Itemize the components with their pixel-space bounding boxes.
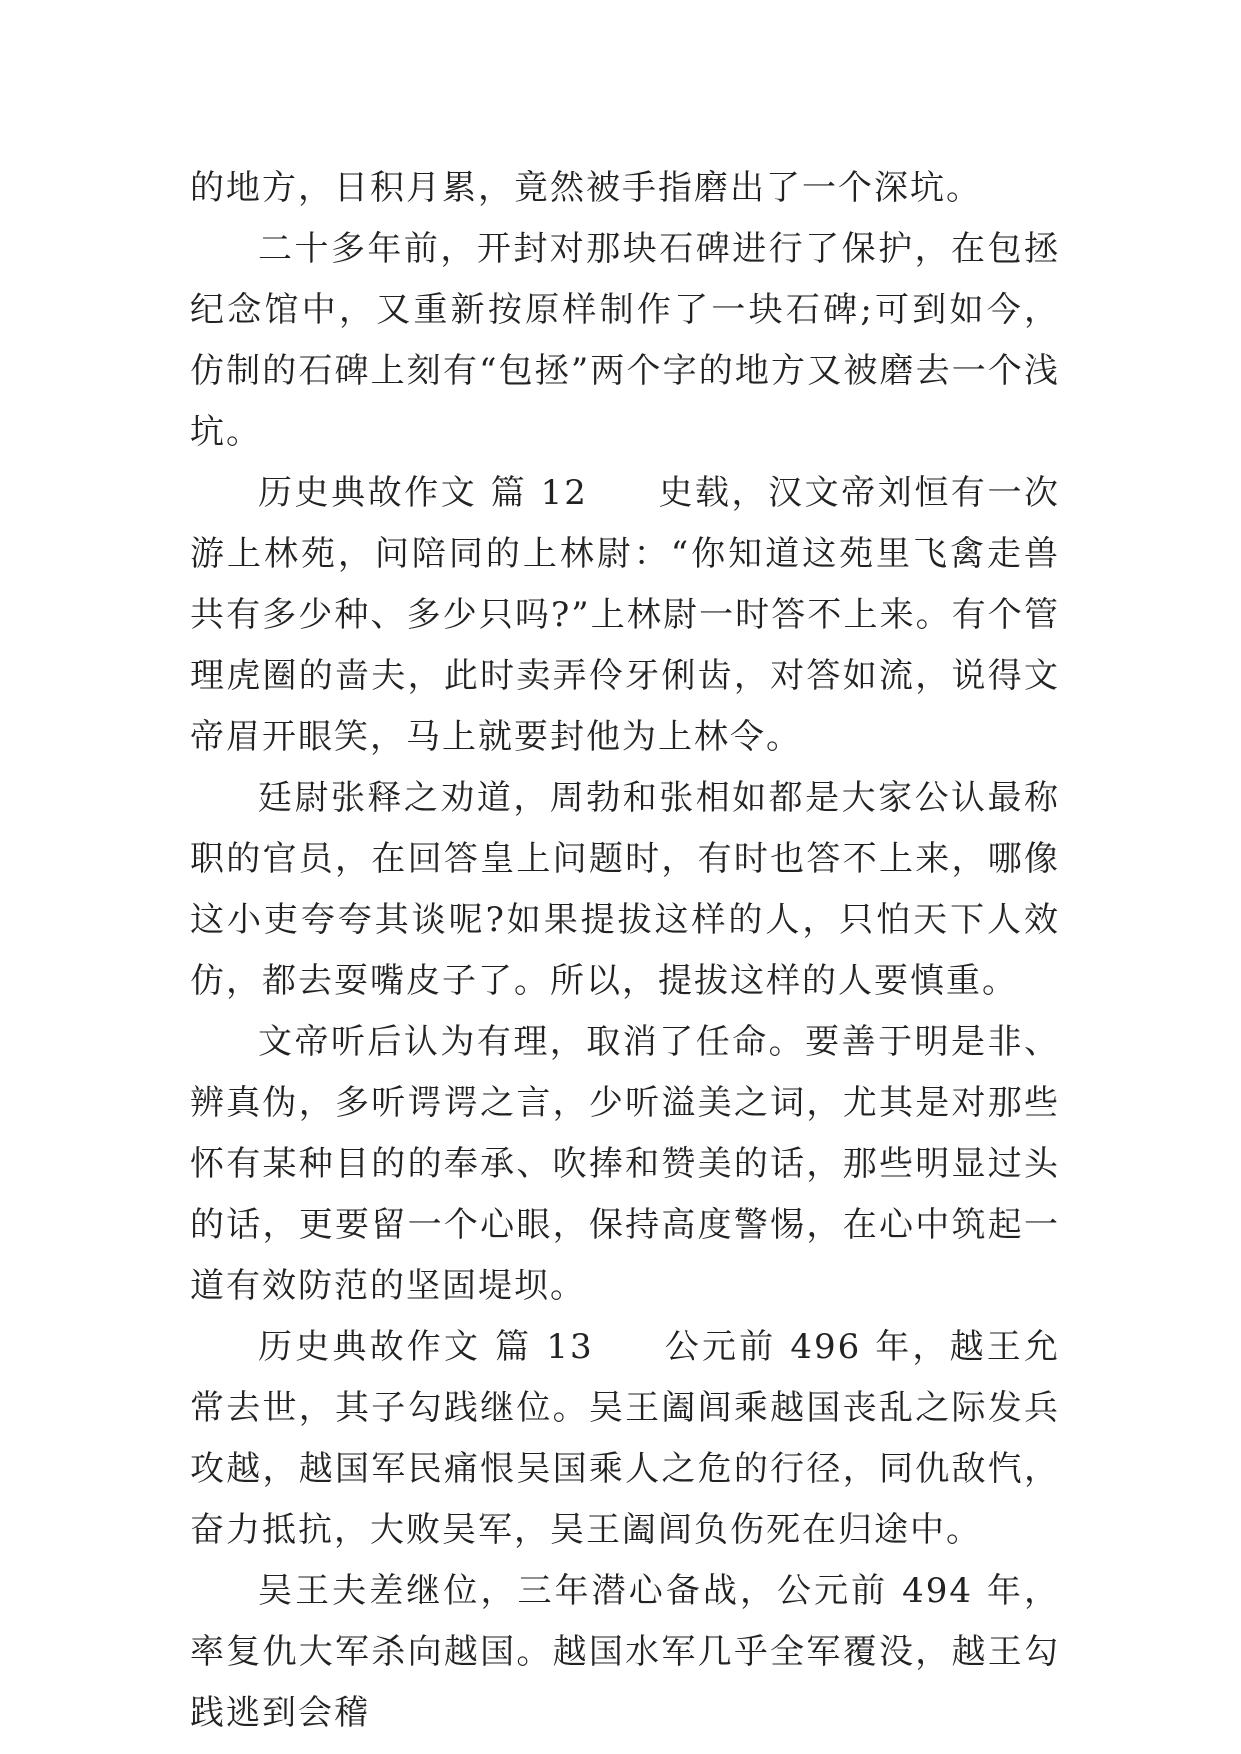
paragraph-text: 廷尉张释之劝道，周勃和张相如都是大家公认最称职的官员，在回答皇上问题时，有时也答不上来，哪像这小吏夸夸其谈呢?如果提拔这样的人，只怕天下人效仿，都去耍嘴皮子了。所以，提拔这样的人要慎重。 — [190, 778, 1060, 1001]
section-heading-13: 历史典故作文 篇 13 — [258, 1327, 594, 1367]
paragraph-text: 公元前 496 年，越王允常去世，其子勾践继位。吴王阖闾乘越国丧乱之际发兵攻越，越国军民痛恨吴国乘人之危的行径，同仇敌忾，奋力抵抗，大败吴军，吴王阖闾负伤死在归途中。 — [190, 1327, 1060, 1550]
paragraph-text: 文帝听后认为有理，取消了任命。要善于明是非、辨真伪，多听谔谔之言，少听溢美之词，尤其是对那些怀有某种目的的奉承、吹捧和赞美的话，那些明显过头的话，更要留一个心眼，保持高度警惕，在心中筑起一道有效防范的坚固堤坝。 — [190, 1022, 1060, 1306]
paragraph-7 — [190, 1561, 1060, 1744]
paragraph-text: 二十多年前，开封对那块石碑进行了保护，在包拯纪念馆中，又重新按原样制作了一块石碑;可到如今，仿制的石碑上刻有“包拯”两个字的地方又被磨去一个浅坑。 — [190, 229, 1060, 452]
document-body — [190, 158, 1060, 1744]
paragraph-text: 吴王夫差继位，三年潜心备战，公元前 494 年，率复仇大军杀向越国。越国水军几乎全军覆没，越王勾践逃到会稽 — [190, 1571, 1060, 1733]
paragraph-5 — [190, 1012, 1060, 1317]
paragraph-text: 史载，汉文帝刘恒有一次游上林苑，问陪同的上林尉：“你知道这苑里飞禽走兽共有多少种、多少只吗?”上林尉一时答不上来。有个管理虎圈的啬夫，此时卖弄伶牙俐齿，对答如流，说得文帝眉开眼笑，马上就要封他为上林令。 — [190, 473, 1060, 757]
paragraph-2 — [190, 219, 1060, 463]
paragraph-4 — [190, 768, 1060, 1012]
paragraph-text: 的地方，日积月累，竟然被手指磨出了一个深坑。 — [190, 168, 982, 208]
paragraph-6 — [190, 1317, 1060, 1561]
section-heading-12: 历史典故作文 篇 12 — [258, 473, 588, 513]
paragraph-1 — [190, 158, 1060, 219]
paragraph-3 — [190, 463, 1060, 768]
